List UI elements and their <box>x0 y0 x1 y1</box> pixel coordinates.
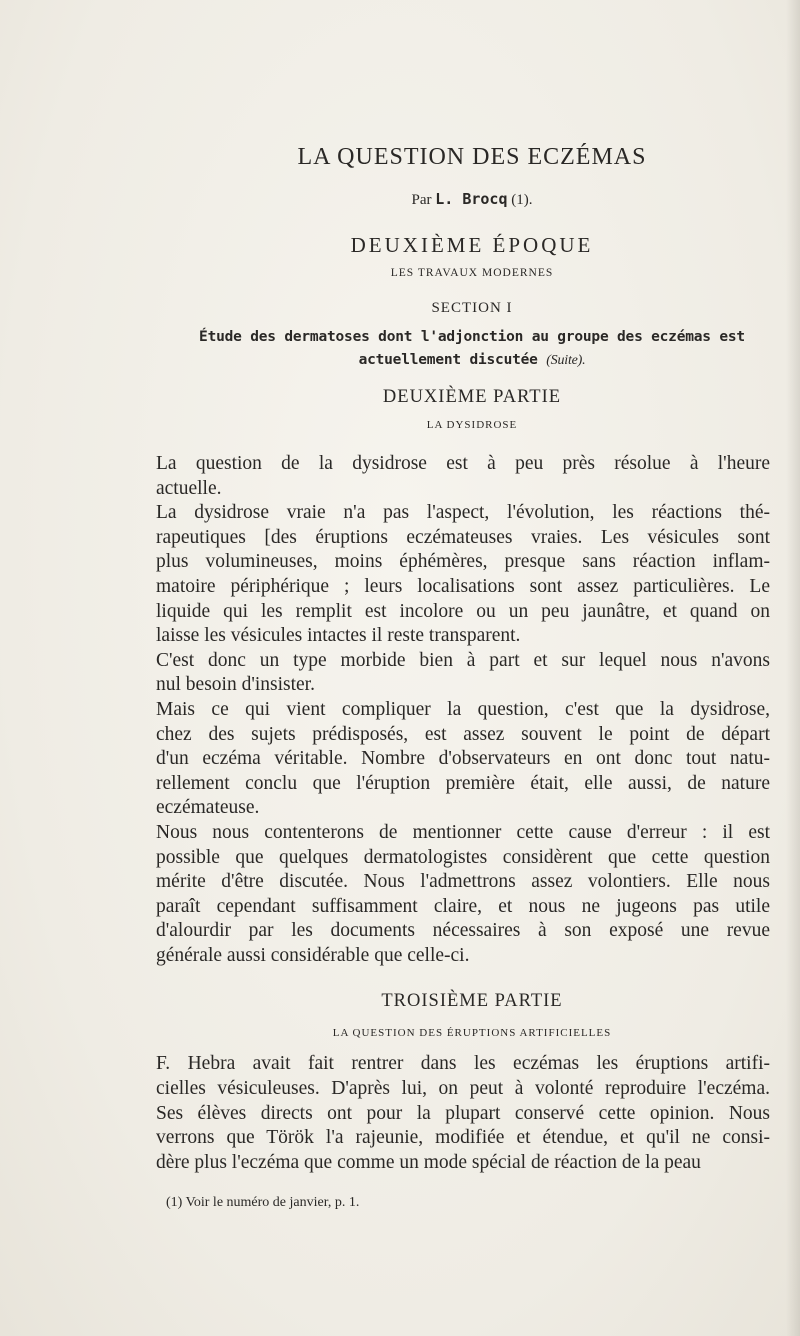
paragraph-line: rellement conclu que l'éruption première était, elle aussi, de nature <box>156 772 770 794</box>
paragraph-line: C'est donc un type morbide bien à part et sur lequel nous n'avons <box>156 649 770 671</box>
section-label: SECTION I <box>431 300 513 316</box>
paragraph-line: chez des sujets prédisposés, est assez souvent le point de départ <box>156 723 770 745</box>
body-paragraph <box>156 501 770 649</box>
paragraph-line: rapeutiques [des éruptions eczémateuses vraies. Les vésicules sont <box>156 526 770 548</box>
paragraph-line: paraît cependant suffisamment claire, et nous ne jugeons pas utile <box>156 895 770 917</box>
article-title: LA QUESTION DES ECZÉMAS <box>297 144 647 170</box>
epoch-title: DEUXIÈME ÉPOQUE <box>350 233 594 257</box>
part-three-body <box>156 1052 770 1175</box>
body-paragraph <box>156 1052 770 1175</box>
paragraph-line: matoire périphérique ; leurs localisations sont assez particulières. Le <box>156 575 770 597</box>
body-paragraph <box>156 821 770 969</box>
paragraph-line: F. Hebra avait fait rentrer dans les eczémas les éruptions artifi- <box>156 1053 770 1075</box>
paragraph-line: Ses élèves directs ont pour la plupart conservé cette opinion. Nous <box>156 1102 770 1124</box>
page-content <box>156 140 770 1213</box>
paragraph-line: verrons que Török l'a rajeunie, modifiée et étendue, et qu'il ne consi- <box>156 1127 770 1149</box>
epoch-subtitle: LES TRAVAUX MODERNES <box>390 267 554 279</box>
part-two-subtitle: LA DYSIDROSE <box>426 419 518 431</box>
paragraph-line: cielles vésiculeuses. D'après lui, on peut à volonté reproduire l'eczéma. <box>156 1078 770 1100</box>
footnote: (1) Voir le numéro de janvier, p. 1. <box>166 1195 360 1211</box>
paragraph-line: dère plus l'eczéma que comme un mode spécial de réaction de la peau <box>156 1151 701 1173</box>
byline <box>174 188 770 210</box>
section-heading-line-1: Étude des dermatoses dont l'adjonction au groupe des eczémas est <box>199 329 745 345</box>
paragraph-line: plus volumineuses, moins éphémères, presque sans réaction inflam- <box>156 551 770 573</box>
section-heading <box>156 326 788 372</box>
page-edge-shadow <box>786 0 800 1336</box>
section-heading-text: actuellement discutée <box>358 352 538 368</box>
body-paragraph <box>156 698 770 821</box>
body-paragraph <box>156 649 770 698</box>
paragraph-line: La dysidrose vraie n'a pas l'aspect, l'évolution, les réactions thé- <box>156 502 770 524</box>
part-two-body <box>156 452 770 968</box>
paragraph-line: Nous nous contenterons de mentionner cette cause d'erreur : il est <box>156 821 770 843</box>
paragraph-line: mérite d'être discutée. Nous l'admettrons assez volontiers. Elle nous <box>156 871 770 893</box>
section-heading-line-2 <box>156 349 788 372</box>
part-three-subtitle: LA QUESTION DES ÉRUPTIONS ARTIFICIELLES <box>332 1027 612 1040</box>
footnote-reference: (1). <box>511 192 533 208</box>
part-two-title: DEUXIÈME PARTIE <box>382 387 562 407</box>
paragraph-line: actuelle. <box>156 477 222 499</box>
author-name: L. Brocq <box>435 190 508 208</box>
paragraph-line: La question de la dysidrose est à peu près résolue à l'heure <box>156 453 770 474</box>
paragraph-line: possible que quelques dermatologistes considèrent que cette question <box>156 846 770 868</box>
part-three-title: TROISIÈME PARTIE <box>381 991 563 1012</box>
body-paragraph <box>156 452 770 501</box>
section-heading-suite: (Suite). <box>546 353 586 368</box>
byline-prefix: Par <box>411 192 432 208</box>
paragraph-line: nul besoin d'insister. <box>156 674 315 696</box>
paragraph-line: d'alourdir par les documents nécessaires à son exposé une revue <box>156 920 770 942</box>
paragraph-line: d'un eczéma véritable. Nombre d'observateurs en ont donc tout natu- <box>156 748 770 770</box>
paragraph-line: liquide qui les remplit est incolore ou un peu jaunâtre, et quand on <box>156 600 770 622</box>
paragraph-line: eczémateuse. <box>156 797 260 819</box>
paragraph-line: générale aussi considérable que celle-ci. <box>156 944 470 966</box>
paragraph-line: laisse les vésicules intactes il reste transparent. <box>156 625 521 647</box>
paragraph-line: Mais ce qui vient compliquer la question, c'est que la dysidrose, <box>156 698 770 720</box>
